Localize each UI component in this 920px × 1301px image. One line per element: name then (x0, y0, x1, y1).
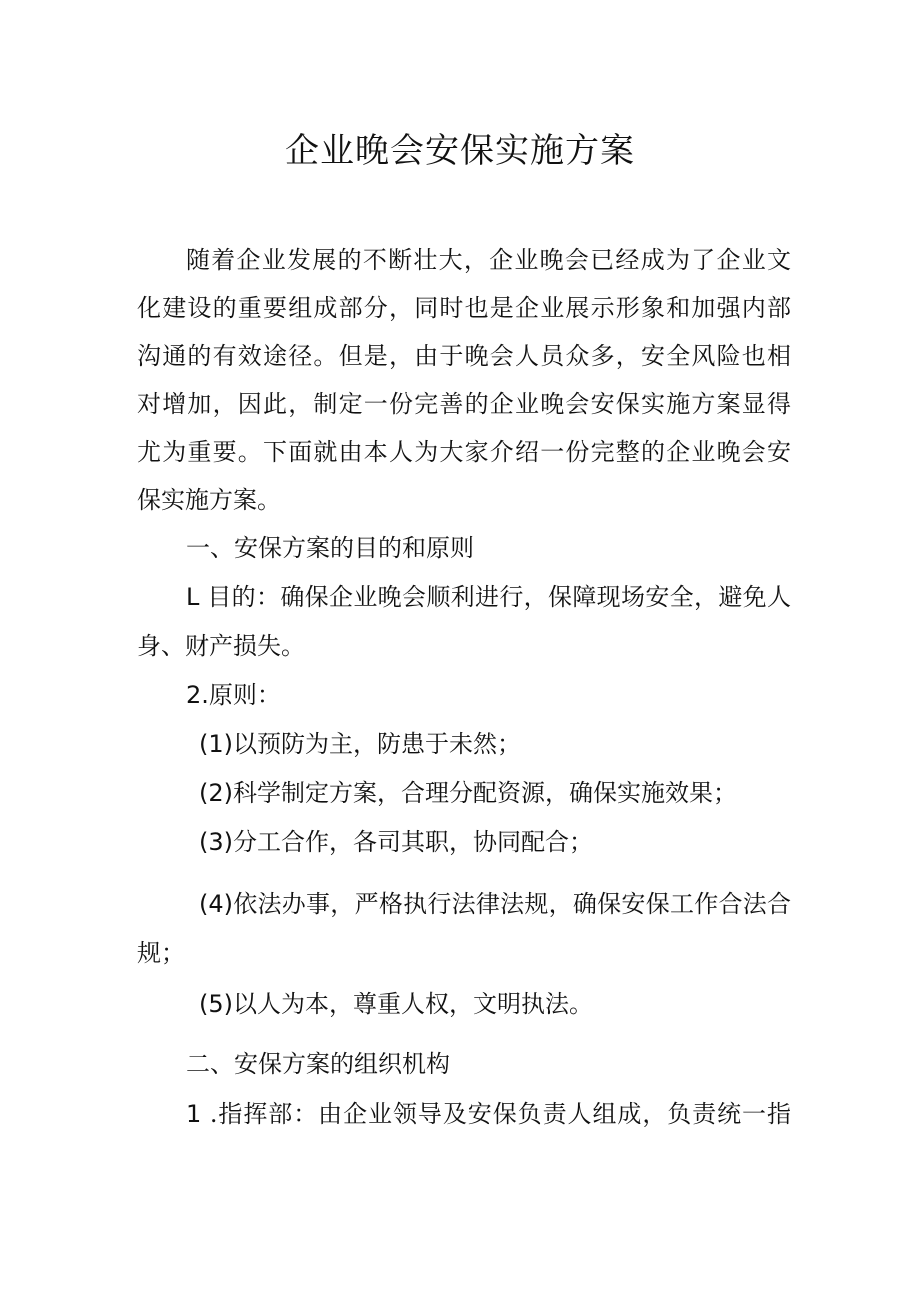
principle-item-number: (4) (199, 890, 233, 918)
purpose-paragraph-line-2: 身、财产损失。 (137, 632, 305, 660)
intro-line-3: 沟通的有效途径。但是，由于晚会人员众多，安全风险也相 (137, 342, 791, 370)
intro-line-4: 对增加，因此，制定一份完善的企业晚会安保实施方案显得 (137, 390, 791, 418)
principle-item-1 (199, 728, 521, 760)
document-title: 企业晚会安保实施方案 (285, 131, 635, 171)
section-2-heading: 二、安保方案的组织机构 (186, 1050, 450, 1078)
organization-item-number: 1 (186, 1100, 202, 1128)
principle-item-number: (5) (199, 990, 233, 1018)
principle-item-number: (1) (199, 730, 233, 758)
principle-item-number: (2) (199, 779, 233, 807)
principle-label: 原则： (208, 681, 281, 709)
principle-item-text: 以预防为主，防患于未然； (233, 730, 521, 758)
intro-line-5: 尤为重要。下面就由本人为大家介绍一份完整的企业晚会安 (137, 438, 791, 466)
principle-item-text: 分工合作，各司其职，协同配合； (233, 828, 593, 856)
principle-item-text: 依法办事，严格执行法律法规，确保安保工作合法合 (233, 890, 791, 918)
principle-number: 2. (186, 681, 209, 709)
purpose-number: L (186, 583, 200, 611)
principle-heading (186, 679, 281, 711)
principle-item-5 (199, 988, 593, 1020)
principle-item-number: (3) (199, 828, 233, 856)
organization-item-text: .指挥部：由企业领导及安保负责人组成，负责统一指 (209, 1100, 791, 1128)
principle-item-4-continuation: 规； (137, 939, 185, 967)
principle-item-3 (199, 826, 593, 858)
principle-item-text: 科学制定方案，合理分配资源，确保实施效果； (233, 779, 737, 807)
principle-item-text: 以人为本，尊重人权，文明执法。 (233, 990, 593, 1018)
intro-line-1: 随着企业发展的不断壮大，企业晚会已经成为了企业文 (186, 246, 791, 274)
intro-line-2: 化建设的重要组成部分，同时也是企业展示形象和加强内部 (137, 294, 791, 322)
principle-item-4 (199, 888, 791, 920)
purpose-text: 目的：确保企业晚会顺利进行，保障现场安全，避免人 (207, 583, 791, 611)
principle-item-2 (199, 777, 737, 809)
intro-line-6: 保实施方案。 (137, 486, 281, 514)
purpose-paragraph-line-1 (186, 581, 791, 613)
organization-item-1 (186, 1098, 791, 1130)
section-1-heading: 一、安保方案的目的和原则 (186, 534, 474, 562)
